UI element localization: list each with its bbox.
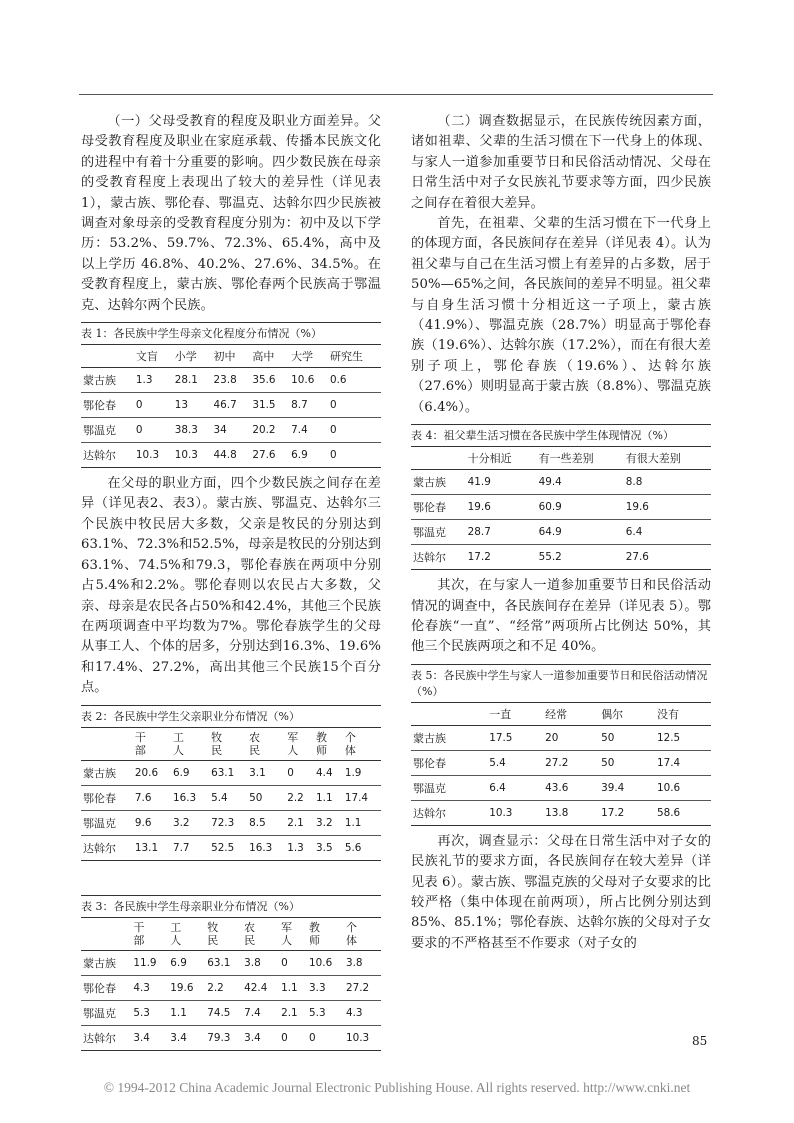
- column-header: 教 师: [307, 918, 344, 951]
- table-cell: 11.9: [131, 950, 168, 975]
- table-cell: 13.1: [133, 835, 171, 860]
- table-cell: 1.3: [134, 368, 173, 393]
- table-header-row: [411, 447, 711, 470]
- column-header: 个 体: [344, 918, 381, 951]
- table-cell: 17.2: [599, 800, 655, 825]
- table-5: [411, 664, 711, 826]
- paragraph: （二）调查数据显示，在民族传统因素方面，诸如祖辈、父辈的生活习惯在下一代身上的体现、与家人一道参加重要节日和民俗活动情况、父母在日常生活中对子女民族礼节要求等方面，四少民族之间存在着很大差异。: [411, 114, 711, 211]
- table-cell: 5.6: [343, 835, 381, 860]
- table-row: [411, 470, 711, 495]
- row-label: 达斡尔: [81, 835, 133, 860]
- row-label: 蒙古族: [81, 950, 131, 975]
- table-cell: 50: [599, 725, 655, 750]
- table-cell: 8.7: [289, 393, 328, 418]
- table-cell: 52.5: [209, 835, 247, 860]
- table-cell: 63.1: [209, 760, 247, 785]
- table-cell: 1.9: [343, 760, 381, 785]
- table-cell: 34: [212, 418, 251, 443]
- table-cell: 20: [543, 725, 599, 750]
- table-cell: 2.2: [285, 785, 314, 810]
- table-cell: 44.8: [212, 443, 251, 468]
- table-cell: 3.3: [307, 975, 344, 1000]
- row-label: 鄂温克: [81, 1000, 131, 1025]
- table-cell: 17.4: [655, 750, 711, 775]
- table-cell: 13: [173, 393, 212, 418]
- table-header-row: [81, 728, 381, 761]
- table-cell: 38.3: [173, 418, 212, 443]
- table-row: [81, 950, 381, 975]
- table-cell: 4.3: [131, 975, 168, 1000]
- table-cell: 79.3: [205, 1025, 242, 1050]
- row-label: 达斡尔: [81, 443, 134, 468]
- table-row: [411, 545, 711, 570]
- table-cell: 5.3: [131, 1000, 168, 1025]
- table-cell: 0: [279, 950, 307, 975]
- table-row: [81, 443, 381, 468]
- row-label: 鄂温克: [411, 775, 487, 800]
- right-column: [411, 112, 711, 954]
- column-header: 牧 民: [205, 918, 242, 951]
- table-cell: 4.3: [344, 1000, 381, 1025]
- column-header: 农 民: [247, 728, 285, 761]
- table-cell: 2.1: [279, 1000, 307, 1025]
- table-cell: 19.6: [168, 975, 205, 1000]
- table-cell: 1.3: [285, 835, 314, 860]
- table-caption: 表 1：各民族中学生母亲文化程度分布情况（%）: [81, 322, 381, 345]
- row-label: 蒙古族: [81, 368, 134, 393]
- column-header: 小学: [173, 345, 212, 368]
- table-row: [81, 1000, 381, 1025]
- table-cell: 10.3: [173, 443, 212, 468]
- table-cell: 6.4: [624, 520, 711, 545]
- row-label: 鄂伦春: [411, 495, 466, 520]
- column-header: 有很大差别: [624, 447, 711, 470]
- table-cell: 7.4: [289, 418, 328, 443]
- table-cell: 3.8: [344, 950, 381, 975]
- table-cell: 0: [328, 393, 381, 418]
- column-header: [81, 918, 131, 951]
- table-cell: 2.1: [285, 810, 314, 835]
- table-header-row: [411, 703, 711, 726]
- row-label: 鄂伦春: [81, 393, 134, 418]
- table-cell: 7.7: [171, 835, 209, 860]
- table-cell: 3.4: [242, 1025, 279, 1050]
- table-row: [81, 418, 381, 443]
- table-cell: 0: [134, 418, 173, 443]
- table-cell: 58.6: [655, 800, 711, 825]
- table-cell: 1.1: [343, 810, 381, 835]
- table-cell: 41.9: [466, 470, 537, 495]
- column-header: 干 部: [133, 728, 171, 761]
- column-header: 个 体: [343, 728, 381, 761]
- table-cell: 10.3: [487, 800, 543, 825]
- table-cell: 50: [599, 750, 655, 775]
- row-label: 鄂温克: [411, 520, 466, 545]
- column-header: 军 人: [279, 918, 307, 951]
- table-cell: 6.9: [171, 760, 209, 785]
- data-table: [81, 728, 381, 861]
- row-label: 蒙古族: [81, 760, 133, 785]
- spacer: [81, 867, 381, 889]
- table-cell: 31.5: [250, 393, 289, 418]
- row-label: 鄂伦春: [81, 975, 131, 1000]
- column-header: 高中: [250, 345, 289, 368]
- table-cell: 5.4: [209, 785, 247, 810]
- table-caption: 表 2：各民族中学生父亲职业分布情况（%）: [81, 705, 381, 728]
- table-cell: 35.6: [250, 368, 289, 393]
- table-row: [411, 725, 711, 750]
- table-caption: 表 4：祖父辈生活习惯在各民族中学生体现情况（%）: [411, 424, 711, 447]
- table-cell: 19.6: [624, 495, 711, 520]
- table-cell: 3.2: [171, 810, 209, 835]
- table-cell: 12.5: [655, 725, 711, 750]
- table-cell: 27.2: [543, 750, 599, 775]
- table-4: [411, 424, 711, 570]
- column-header: [81, 728, 133, 761]
- table-cell: 0: [285, 760, 314, 785]
- table-cell: 27.6: [624, 545, 711, 570]
- table-cell: 6.4: [487, 775, 543, 800]
- column-header: 十分相近: [466, 447, 537, 470]
- table-row: [81, 785, 381, 810]
- table-cell: 43.6: [543, 775, 599, 800]
- table-cell: 2.2: [205, 975, 242, 1000]
- column-header: 农 民: [242, 918, 279, 951]
- table-row: [81, 975, 381, 1000]
- row-label: 鄂伦春: [81, 785, 133, 810]
- table-cell: 3.8: [242, 950, 279, 975]
- column-header: 没有: [655, 703, 711, 726]
- column-header: 研究生: [328, 345, 381, 368]
- column-header: 一直: [487, 703, 543, 726]
- table-cell: 10.6: [289, 368, 328, 393]
- table-cell: 49.4: [537, 470, 624, 495]
- table-header-row: [81, 345, 381, 368]
- column-header: 牧 民: [209, 728, 247, 761]
- row-label: 鄂伦春: [411, 750, 487, 775]
- table-cell: 0: [279, 1025, 307, 1050]
- column-header: 初中: [212, 345, 251, 368]
- column-header: 教 师: [314, 728, 343, 761]
- table-cell: 28.1: [173, 368, 212, 393]
- table-cell: 19.6: [466, 495, 537, 520]
- table-cell: 55.2: [537, 545, 624, 570]
- data-table: [411, 447, 711, 570]
- table-cell: 74.5: [205, 1000, 242, 1025]
- table-cell: 46.7: [212, 393, 251, 418]
- table-cell: 17.4: [343, 785, 381, 810]
- table-cell: 27.6: [250, 443, 289, 468]
- table-cell: 39.4: [599, 775, 655, 800]
- table-cell: 0: [307, 1025, 344, 1050]
- table-cell: 28.7: [466, 520, 537, 545]
- table-caption: 表 5：各民族中学生与家人一道参加重要节日和民俗活动情况（%）: [411, 664, 711, 703]
- column-header: 文盲: [134, 345, 173, 368]
- table-2: [81, 705, 381, 861]
- table-cell: 27.2: [344, 975, 381, 1000]
- column-header: 干 部: [131, 918, 168, 951]
- table-row: [81, 1025, 381, 1050]
- left-column: [81, 112, 381, 1057]
- table-cell: 7.4: [242, 1000, 279, 1025]
- row-label: 达斡尔: [411, 800, 487, 825]
- table-cell: 16.3: [247, 835, 285, 860]
- table-cell: 5.3: [307, 1000, 344, 1025]
- row-label: 鄂温克: [81, 810, 133, 835]
- table-cell: 6.9: [289, 443, 328, 468]
- row-label: 达斡尔: [81, 1025, 131, 1050]
- table-cell: 3.4: [131, 1025, 168, 1050]
- table-row: [81, 835, 381, 860]
- table-cell: 64.9: [537, 520, 624, 545]
- table-row: [81, 760, 381, 785]
- table-cell: 1.1: [168, 1000, 205, 1025]
- table-row: [81, 393, 381, 418]
- page-number: 85: [692, 1034, 708, 1048]
- column-header: [81, 345, 134, 368]
- table-cell: 0: [328, 418, 381, 443]
- column-header: 偶尔: [599, 703, 655, 726]
- column-header: 经常: [543, 703, 599, 726]
- table-cell: 1.1: [314, 785, 343, 810]
- paragraph: 其次，在与家人一道参加重要节日和民俗活动情况的调查中，各民族间存在差异（详见表 5）。鄂伦春族“一直”、“经常”两项所占比例达 50%，其他三个民族两项之和不足 40%。: [411, 578, 711, 655]
- table-cell: 9.6: [133, 810, 171, 835]
- table-3: [81, 895, 381, 1051]
- column-header: 大学: [289, 345, 328, 368]
- paragraph: （一）父母受教育的程度及职业方面差异。父母受教育程度及职业在家庭承载、传播本民族文化的进程中有着十分重要的影响。四少数民族在母亲的受教育程度上表现出了较大的差异性（详见表1），蒙古族、鄂伦春、鄂温克、达斡尔四少民族被调查对象母亲的受教育程度分别为：初中及以下学历：53.2%、59.7%、72.3%、65.4%，高中及以上学历 46.8%、40.2%、27.6%、34.5%。在受教育程度上，蒙古族、鄂伦春两个民族高于鄂温克、达斡尔两个民族。: [81, 114, 381, 313]
- table-cell: 13.8: [543, 800, 599, 825]
- table-cell: 72.3: [209, 810, 247, 835]
- table-cell: 17.5: [487, 725, 543, 750]
- table-cell: 20.2: [250, 418, 289, 443]
- table-row: [81, 368, 381, 393]
- table-cell: 8.5: [247, 810, 285, 835]
- data-table: [81, 345, 381, 468]
- table-cell: 63.1: [205, 950, 242, 975]
- table-cell: 0.6: [328, 368, 381, 393]
- column-header: [411, 447, 466, 470]
- table-cell: 4.4: [314, 760, 343, 785]
- column-header: 工 人: [168, 918, 205, 951]
- header-rule: [79, 94, 713, 95]
- row-label: 达斡尔: [411, 545, 466, 570]
- table-cell: 23.8: [212, 368, 251, 393]
- table-cell: 10.3: [344, 1025, 381, 1050]
- table-1: [81, 322, 381, 468]
- table-row: [411, 495, 711, 520]
- data-table: [81, 918, 381, 1051]
- table-cell: 0: [328, 443, 381, 468]
- table-row: [411, 520, 711, 545]
- table-cell: 8.8: [624, 470, 711, 495]
- table-header-row: [81, 918, 381, 951]
- paragraph: 首先，在祖辈、父辈的生活习惯在下一代身上的体现方面，各民族间存在差异（详见表 4）。认为祖父辈与自己在生活习惯上有差异的占多数，居于 50%—65%之间，各民族间的差异不明显。祖父辈与自身生活习惯十分相近这一子项上，蒙古族（41.9%）、鄂温克族（28.7%）明显高于鄂伦春族（19.6%）、达斡尔族（17.2%），而在有很大差别子项上，鄂伦春族（19.6%）、达斡尔族（27.6%）则明显高于蒙古族（8.8%）、鄂温克族（6.4%）。: [411, 216, 711, 415]
- row-label: 鄂温克: [81, 418, 134, 443]
- copyright-footer: © 1994-2012 China Academic Journal Electronic Publishing House. All rights reserved. http://www.cnki.net: [103, 1080, 691, 1095]
- table-cell: 17.2: [466, 545, 537, 570]
- table-row: [411, 775, 711, 800]
- row-label: 蒙古族: [411, 725, 487, 750]
- table-row: [81, 810, 381, 835]
- paragraph: 在父母的职业方面，四个少数民族之间存在差异（详见表2、表3）。蒙古族、鄂温克、达斡尔三个民族中牧民居大多数，父亲是牧民的分别达到63.1%、72.3%和52.5%，母亲是牧民的分别达到63.1%、74.5%和79.3，鄂伦春族在两项中分别占5.4%和2.2%。鄂伦春则以农民占大多数，父亲、母亲是农民各占50%和42.4%，其他三个民族在两项调查中平均数为7%。鄂伦春族学生的父母从事工人、个体的居多，分别达到16.3%、19.6%和17.4%、27.2%，高出其他三个民族15个百分点。: [81, 476, 381, 696]
- data-table: [411, 703, 711, 826]
- table-cell: 3.1: [247, 760, 285, 785]
- table-caption: 表 3：各民族中学生母亲职业分布情况（%）: [81, 895, 381, 918]
- table-row: [411, 750, 711, 775]
- table-cell: 1.1: [279, 975, 307, 1000]
- table-cell: 6.9: [168, 950, 205, 975]
- table-cell: 42.4: [242, 975, 279, 1000]
- table-cell: 7.6: [133, 785, 171, 810]
- column-header: 工 人: [171, 728, 209, 761]
- table-cell: 60.9: [537, 495, 624, 520]
- table-cell: 3.2: [314, 810, 343, 835]
- table-cell: 20.6: [133, 760, 171, 785]
- table-cell: 10.6: [655, 775, 711, 800]
- table-cell: 16.3: [171, 785, 209, 810]
- column-header: [411, 703, 487, 726]
- table-row: [411, 800, 711, 825]
- table-cell: 10.3: [134, 443, 173, 468]
- table-cell: 10.6: [307, 950, 344, 975]
- paragraph: 再次，调查显示：父母在日常生活中对子女的民族礼节的要求方面，各民族间存在较大差异（详见表 6）。蒙古族、鄂温克族的父母对子女要求的比较严格（集中体现在前两项），所占比例分别达到 85%、85.1%；鄂伦春族、达斡尔族的父母对子女要求的不严格甚至不作要求（对子女的: [411, 833, 711, 951]
- table-cell: 50: [247, 785, 285, 810]
- table-cell: 0: [134, 393, 173, 418]
- column-header: 军 人: [285, 728, 314, 761]
- table-cell: 3.5: [314, 835, 343, 860]
- table-cell: 3.4: [168, 1025, 205, 1050]
- column-header: 有一些差别: [537, 447, 624, 470]
- row-label: 蒙古族: [411, 470, 466, 495]
- table-cell: 5.4: [487, 750, 543, 775]
